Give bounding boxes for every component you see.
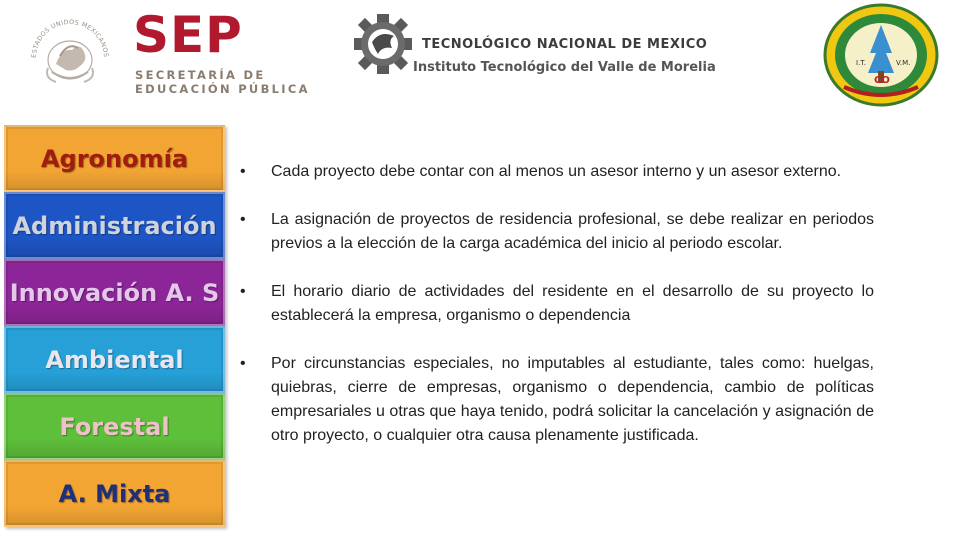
list-item [240, 352, 874, 448]
bullet-marker: • [240, 355, 246, 372]
tecnm-title: TECNOLÓGICO NACIONAL DE MEXICO [422, 37, 708, 52]
sep-logo-line1: SECRETARÍA DE [135, 68, 266, 82]
menu-item-ambiental [4, 326, 225, 393]
career-menu [4, 125, 225, 527]
itvm-shield-logo [822, 3, 940, 107]
list-item [240, 160, 874, 184]
bullet-marker: • [240, 163, 246, 180]
menu-item-label: A. Mixta [58, 479, 171, 508]
menu-item-administracion [4, 192, 225, 259]
mexico-coat-of-arms-logo [22, 12, 118, 94]
itvm-right-mark: V.M. [896, 59, 911, 67]
list-item-text: La asignación de proyectos de residencia profesional, se debe realizar en periodos previos a la elección de la carga académica del inicio al periodo escolar. [271, 211, 874, 252]
menu-item-a-mixta [4, 460, 225, 527]
sep-logo-subtitle [135, 68, 310, 96]
list-item-text: Cada proyecto debe contar con al menos un asesor interno y un asesor externo. [271, 163, 842, 180]
itvm-left-mark: I.T. [856, 59, 866, 67]
seal-arc-text: ESTADOS UNIDOS MEXICANOS [30, 18, 110, 59]
list-item [240, 280, 874, 328]
menu-item-label: Innovación A. S [9, 278, 220, 307]
menu-item-forestal [4, 393, 225, 460]
menu-item-innovacion [4, 259, 225, 326]
menu-item-label: Administración [12, 211, 217, 240]
sep-logo-wordmark: SEP [133, 6, 243, 64]
institute-name: Instituto Tecnológico del Valle de Morelia [413, 60, 716, 75]
itvm-center-mark: CO [874, 75, 890, 86]
list-item-text: El horario diario de actividades del residente en el desarrollo de su proyecto lo establecerá la empresa, organismo o dependencia [271, 283, 874, 324]
list-item-text: Por circunstancias especiales, no imputables al estudiante, tales como: huelgas, quiebras, cierre de empresas, organismo o dependencia, cambio de políticas empresariales u otras que haya tenido, podrá solicitar la cancelación y asignación de otro proyecto, o cualquier otra causa plenamente justificada. [271, 355, 874, 444]
menu-item-label: Forestal [59, 412, 170, 441]
list-item [240, 208, 874, 256]
sep-logo-line2: EDUCACIÓN PÚBLICA [135, 82, 310, 96]
bullet-marker: • [240, 283, 246, 300]
bullet-marker: • [240, 211, 246, 228]
menu-item-label: Agronomía [40, 144, 189, 173]
tecnm-gear-logo [352, 12, 414, 76]
menu-item-label: Ambiental [45, 345, 184, 374]
menu-item-agronomia [4, 125, 225, 192]
requirements-list [240, 160, 874, 448]
